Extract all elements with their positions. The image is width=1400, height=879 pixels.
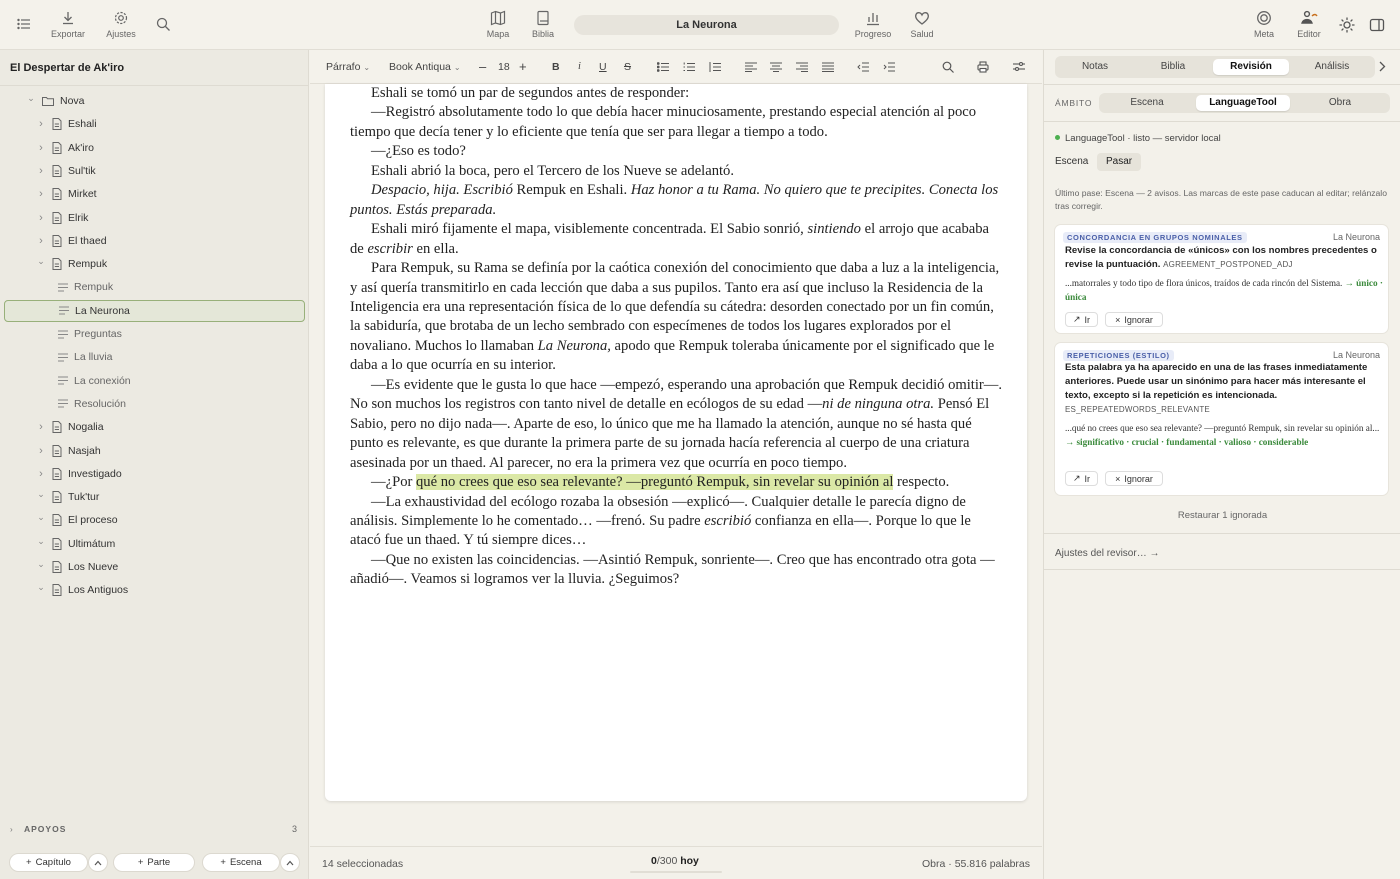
scene-lines-icon bbox=[58, 330, 68, 339]
document-icon bbox=[52, 118, 62, 130]
scene-lines-icon bbox=[58, 399, 68, 408]
text-run: —Es evidente que le gusta lo que hace —empezó, esperando una aprobación que Rempuk decidió omitir—. No son muchos los registros con tanto nivel de detalle en ecólogos de su edad — bbox=[350, 376, 1002, 413]
text-run: Eshali abrió la boca, pero el Tercero de los Nueve se adelantó. bbox=[371, 162, 734, 179]
tree-item-label: Resolución bbox=[74, 397, 126, 410]
tree-item-label: La conexión bbox=[74, 374, 131, 387]
goal-label: Meta bbox=[1253, 29, 1274, 39]
tree-item[interactable] bbox=[36, 253, 107, 275]
italic-run: escribió bbox=[704, 512, 752, 529]
scene-lines-icon bbox=[58, 353, 68, 362]
daily-progress[interactable] bbox=[651, 855, 699, 867]
stamp-icon bbox=[1300, 10, 1318, 26]
go-to-issue-button[interactable] bbox=[1065, 471, 1098, 486]
tree-item[interactable] bbox=[36, 579, 128, 601]
italic-run: La Neurona, bbox=[537, 337, 611, 354]
chevron-right-icon[interactable]: › bbox=[39, 211, 43, 224]
tree-item-label: La lluvia bbox=[74, 351, 113, 364]
chevron-right-icon[interactable]: › bbox=[10, 825, 13, 834]
print-icon[interactable] bbox=[977, 61, 989, 73]
tree-item-label: La Neurona bbox=[75, 304, 130, 317]
italic-icon[interactable]: i bbox=[578, 61, 581, 72]
issue-context bbox=[1065, 421, 1383, 449]
outdent-icon[interactable] bbox=[857, 62, 869, 72]
tree-item[interactable] bbox=[36, 509, 118, 531]
tree-item[interactable] bbox=[36, 416, 104, 438]
align-center-icon[interactable] bbox=[770, 62, 782, 72]
divider bbox=[0, 85, 309, 86]
text-run: —Que no existen las coincidencias. —Asintió Rempuk, sonriente—. Creo que has encontrado otra gota —añadió—. Veamos si logramos ver la lluvia. ¿Seguimos? bbox=[350, 551, 995, 588]
align-right-icon[interactable] bbox=[796, 62, 808, 72]
document-icon bbox=[52, 212, 62, 224]
chevron-right-icon[interactable]: › bbox=[39, 421, 43, 434]
document-icon bbox=[52, 165, 62, 177]
tree-item[interactable] bbox=[36, 556, 118, 578]
arrow-up-right-icon: ↗ bbox=[1072, 473, 1081, 483]
ignore-issue-button[interactable] bbox=[1105, 312, 1163, 327]
paragraph[interactable] bbox=[350, 493, 1002, 551]
ignore-label: Ignorar bbox=[1124, 314, 1153, 325]
numbered-list-icon[interactable] bbox=[683, 62, 695, 72]
gear-icon bbox=[113, 10, 129, 26]
project-title: El Despertar de Ak'iro bbox=[10, 62, 125, 74]
tree-item[interactable] bbox=[58, 323, 122, 345]
issue-suggestions[interactable]: → único · única bbox=[1065, 278, 1383, 302]
issue-card[interactable] bbox=[1055, 343, 1388, 495]
tree-item-label: Sul'tik bbox=[68, 164, 96, 177]
chevron-down-icon: ⌄ bbox=[453, 63, 461, 72]
font-size-decrease-button[interactable]: – bbox=[479, 59, 487, 74]
sidebar-list-icon[interactable] bbox=[16, 16, 32, 32]
find-icon[interactable] bbox=[942, 61, 954, 73]
text-run: —¿Eso es todo? bbox=[371, 143, 466, 160]
document-icon bbox=[52, 421, 62, 433]
go-label: Ir bbox=[1084, 473, 1091, 484]
paragraph[interactable] bbox=[350, 259, 1002, 376]
divider bbox=[1044, 121, 1400, 122]
document-icon bbox=[52, 142, 62, 154]
add-chapter-button[interactable] bbox=[9, 853, 88, 872]
paragraph[interactable] bbox=[350, 220, 1002, 259]
text-run: Eshali miró fijamente el mapa, visiblemente concentrada. El Sabio sonrió, bbox=[371, 221, 808, 238]
tree-item[interactable] bbox=[36, 160, 96, 182]
tree-item-label: Nogalia bbox=[68, 421, 104, 434]
panel-tabs bbox=[1055, 56, 1375, 78]
tree-item-label: Mirket bbox=[68, 188, 97, 201]
tab-analisis[interactable]: Análisis bbox=[1314, 61, 1350, 72]
font-size-value[interactable]: 18 bbox=[498, 61, 510, 73]
last-pass-info: Último pase: Escena — 2 avisos. Las marcas de este pase caducan al editar; relánzalo tras corregir. bbox=[1055, 188, 1387, 211]
export-label: Exportar bbox=[50, 29, 85, 39]
blockquote-icon[interactable] bbox=[709, 62, 721, 72]
plus-icon: + bbox=[137, 857, 144, 868]
format-toolbar bbox=[310, 50, 1042, 84]
document-icon bbox=[52, 561, 62, 573]
chevron-up-icon[interactable] bbox=[280, 853, 300, 872]
paragraph[interactable] bbox=[350, 142, 1002, 161]
issue-rule-id: ES_REPEATEDWORDS_RELEVANTE bbox=[1065, 405, 1210, 414]
scene-lines-icon bbox=[58, 283, 68, 292]
chevron-right-icon[interactable] bbox=[1378, 61, 1386, 72]
scene-lines-icon bbox=[59, 306, 69, 315]
chevron-down-icon[interactable]: ⌄ bbox=[37, 512, 45, 523]
font-value: Book Antiqua bbox=[389, 61, 451, 73]
tree-item[interactable] bbox=[36, 486, 99, 508]
issue-context-text: ...matorrales y todo tipo de flora únicos, traídos de cada rincón del Sistema. bbox=[1065, 278, 1343, 288]
tab-notas[interactable]: Notas bbox=[1081, 61, 1109, 72]
paragraph-style-select[interactable] bbox=[326, 61, 370, 73]
italic-run: Despacio, hija. Escribió bbox=[371, 182, 513, 199]
tree-item-label: Nasjah bbox=[68, 444, 101, 457]
tree-item[interactable] bbox=[36, 463, 122, 485]
text-run: —Registró absolutamente todo lo que debía hacer minuciosamente, prestando especial atención al poco tiempo que decía tener y lo eficiente que tenía que ser para llegar a tiempo a todo. bbox=[350, 104, 977, 140]
export-button[interactable] bbox=[38, 10, 98, 39]
tab-revision[interactable]: Revisión bbox=[1213, 59, 1289, 75]
restore-ignored-button[interactable]: Restaurar 1 ignorada bbox=[1177, 510, 1268, 521]
progress-goal: /300 bbox=[656, 855, 678, 867]
close-icon: × bbox=[1115, 473, 1121, 484]
italic-run: escribir bbox=[367, 240, 413, 257]
apoyos-count: 3 bbox=[292, 824, 298, 834]
sidebar-toggle-icon[interactable] bbox=[1369, 17, 1385, 33]
issue-context bbox=[1065, 276, 1383, 304]
add-part-button[interactable] bbox=[113, 853, 195, 872]
text-run: respecto. bbox=[893, 474, 950, 491]
italic-run: ni de ninguna otra. bbox=[822, 396, 935, 413]
plus-icon: + bbox=[220, 857, 226, 868]
bold-icon[interactable]: B bbox=[552, 61, 560, 73]
tree-item[interactable] bbox=[58, 370, 131, 392]
inspector-panel bbox=[1043, 50, 1400, 879]
status-bar bbox=[310, 846, 1042, 879]
daily-progress-bar bbox=[630, 871, 722, 873]
text-run: Pensó El Sabio, pero no dijo nada—. Aparte de eso, lo único que me ha llamado la atención, aunque no sé hasta qué punto es relevante, es que durante la primera parte de su jornada hacía referencia al cuerpo de una criatura asesinada por un thaed. Al parecer, no era la primera vez que ocurría en poco tiempo. bbox=[350, 396, 990, 471]
book-icon bbox=[535, 10, 551, 26]
paragraph-style-value: Párrafo bbox=[326, 61, 361, 73]
document-icon bbox=[52, 188, 62, 200]
map-label: Mapa bbox=[486, 29, 510, 39]
document-icon bbox=[52, 445, 62, 457]
manuscript-text[interactable] bbox=[350, 84, 1002, 590]
tree-item[interactable] bbox=[36, 137, 94, 159]
chevron-down-icon[interactable]: ⌄ bbox=[37, 582, 45, 593]
underline-icon[interactable]: U bbox=[599, 61, 607, 73]
add-part-label: Parte bbox=[147, 857, 171, 868]
issue-message-text: Esta palabra ya ha aparecido en una de las frases inmediatamente anteriores. Puede usar un sinónimo para hacer más interesante el texto, excepto si la repetición es intencionada. bbox=[1065, 362, 1368, 401]
tree-item-label: Preguntas bbox=[74, 328, 122, 340]
align-left-icon[interactable] bbox=[745, 62, 757, 72]
scope-obra[interactable]: Obra bbox=[1328, 97, 1352, 108]
chevron-right-icon[interactable]: › bbox=[39, 118, 43, 131]
paragraph[interactable] bbox=[350, 84, 1002, 103]
tree-item-label: El thaed bbox=[68, 234, 107, 247]
chevron-right-icon[interactable]: › bbox=[39, 141, 43, 154]
close-icon: × bbox=[1115, 314, 1121, 325]
issue-message bbox=[1065, 244, 1383, 272]
chevron-right-icon[interactable]: › bbox=[39, 467, 43, 480]
tree-item-label: Investigado bbox=[68, 467, 122, 480]
download-icon bbox=[60, 10, 76, 26]
paragraph[interactable] bbox=[350, 551, 1002, 590]
bible-button[interactable] bbox=[513, 10, 573, 39]
tree-item-label: Elrik bbox=[68, 211, 89, 224]
text-run: el arrojo que acababa de bbox=[350, 221, 990, 257]
go-to-issue-button[interactable] bbox=[1065, 312, 1098, 327]
manuscript-page[interactable] bbox=[325, 84, 1027, 801]
divider bbox=[1044, 569, 1400, 570]
health-label: Salud bbox=[910, 29, 934, 39]
progress-count: 0 bbox=[651, 855, 657, 867]
text-run: en ella. bbox=[412, 240, 459, 257]
issue-message-text: Revise la concordancia de «únicos» con los nombres precedentes o revise la puntuación. bbox=[1065, 245, 1377, 270]
document-icon bbox=[52, 235, 62, 247]
text-run: apodo que Rempuk toleraba únicamente por el significado que le daba a lo que ocurría en su interior. bbox=[350, 337, 995, 374]
document-icon bbox=[52, 538, 62, 550]
chevron-down-icon[interactable]: ⌄ bbox=[37, 535, 45, 546]
tree-item-label: Nova bbox=[60, 95, 85, 107]
progress-label: hoy bbox=[677, 855, 699, 867]
tree-item[interactable] bbox=[36, 183, 97, 205]
bullet-list-icon[interactable] bbox=[657, 62, 669, 72]
scene-lines-icon bbox=[58, 376, 68, 385]
document-icon bbox=[52, 468, 62, 480]
tab-biblia[interactable]: Biblia bbox=[1160, 61, 1186, 72]
editor-button[interactable] bbox=[1279, 10, 1339, 39]
chevron-down-icon: ⌄ bbox=[363, 63, 371, 72]
issue-scene: La Neurona bbox=[1332, 232, 1380, 242]
heart-icon bbox=[914, 10, 930, 26]
issue-category: REPETICIONES (ESTILO) bbox=[1063, 350, 1174, 361]
checker-settings-link[interactable]: Ajustes del revisor… → bbox=[1055, 548, 1160, 559]
chevron-right-icon[interactable]: › bbox=[39, 188, 43, 201]
issue-context-text: ...qué no crees que eso sea relevante? —preguntó Rempuk, sin revelar su opinión al... bbox=[1065, 423, 1380, 433]
selection-count: 14 seleccionadas bbox=[322, 858, 404, 870]
tree-item[interactable] bbox=[36, 533, 115, 555]
italic-run: Haz honor a tu Rama. No quiero que te precipites. Conecta los puntos. Estás preparada. bbox=[350, 182, 999, 218]
chevron-right-icon[interactable]: › bbox=[39, 164, 43, 177]
settings-label: Ajustes bbox=[106, 29, 136, 39]
text-run: —¿Por bbox=[371, 474, 416, 491]
tree-item-label: Eshali bbox=[68, 118, 97, 131]
total-words: Obra · 55.816 palabras bbox=[922, 858, 1030, 870]
status-dot-icon bbox=[1055, 135, 1060, 140]
paragraph[interactable] bbox=[350, 473, 1002, 492]
highlighted-selection[interactable]: qué no crees que eso sea relevante? —preguntó Rempuk, sin revelar su opinión al bbox=[416, 474, 894, 491]
tree-item-label: Tuk'tur bbox=[68, 491, 100, 504]
add-chapter-label: Capítulo bbox=[35, 857, 71, 868]
tree-item-label: Ak'iro bbox=[68, 141, 94, 154]
chevron-down-icon[interactable]: ⌄ bbox=[37, 489, 45, 500]
tree-item[interactable] bbox=[36, 207, 88, 229]
add-scene-label: Escena bbox=[229, 857, 262, 868]
document-icon bbox=[52, 584, 62, 596]
folder-icon bbox=[42, 96, 54, 106]
tree-item-label: Los Nueve bbox=[68, 561, 119, 573]
tree-item-label: Rempuk bbox=[74, 281, 114, 294]
tree-item[interactable] bbox=[4, 300, 305, 322]
document-icon bbox=[52, 258, 62, 270]
strikethrough-icon[interactable]: S bbox=[624, 61, 632, 73]
divider bbox=[1044, 533, 1400, 534]
scope-label: ÁMBITO bbox=[1055, 98, 1093, 108]
search-icon[interactable] bbox=[156, 17, 171, 32]
issue-scene: La Neurona bbox=[1332, 350, 1380, 360]
chevron-down-icon[interactable]: ⌄ bbox=[37, 559, 45, 569]
chevron-down-icon[interactable]: ⌄ bbox=[37, 256, 45, 267]
plus-icon: + bbox=[26, 857, 32, 868]
document-icon bbox=[52, 514, 62, 526]
tree-item[interactable] bbox=[58, 393, 126, 415]
bible-label: Biblia bbox=[531, 29, 554, 39]
progress-label: Progreso bbox=[854, 29, 892, 39]
paragraph[interactable] bbox=[350, 181, 1002, 220]
tree-item-label: Los Antiguos bbox=[68, 584, 129, 597]
tree-item[interactable] bbox=[36, 113, 97, 135]
map-icon bbox=[490, 10, 506, 26]
bar-chart-icon bbox=[865, 10, 881, 26]
text-run: Rempuk en Eshali. bbox=[512, 182, 631, 199]
run-pass-button[interactable]: Pasar bbox=[1097, 153, 1141, 171]
chevron-up-icon[interactable] bbox=[88, 853, 108, 872]
tree-item-label: Ultimátum bbox=[68, 537, 116, 550]
chevron-right-icon[interactable]: › bbox=[39, 444, 43, 457]
binder-sidebar bbox=[0, 50, 309, 879]
indent-icon[interactable] bbox=[883, 62, 895, 72]
apoyos-section-label[interactable]: APOYOS bbox=[24, 824, 67, 834]
paragraph[interactable] bbox=[350, 376, 1002, 473]
health-button[interactable] bbox=[892, 10, 952, 39]
scene-scope-button[interactable]: Escena bbox=[1055, 156, 1089, 167]
ignore-issue-button[interactable] bbox=[1105, 471, 1163, 486]
checker-status: LanguageTool · listo — servidor local bbox=[1065, 133, 1221, 144]
issue-suggestions[interactable]: → significativo · crucial · fundamental · valioso · considerable bbox=[1065, 437, 1309, 447]
text-run: confianza en ella—. Porque lo que le atacó fue un thaed. Y tú siempre dices… bbox=[350, 512, 971, 549]
text-run: Para Rempuk, su Rama se definía por la caótica conexión del conocimiento que daba a luz a la inteligencia, y así quería transmitirlo en cada lección que daba a sus pupilos. Tanto era así que incluso la Residencia de la Inteligencia era una representación física de lo que defendía su cátedra: desorden conectado por un fin común, la sabiduría, que brotaba de un lecho sembrado con especímenes de todos los lugares explorados por el novaliano. Muchos lo llamaban bbox=[350, 260, 1000, 354]
paragraph[interactable] bbox=[350, 103, 1002, 142]
top-toolbar bbox=[0, 0, 1400, 50]
sliders-icon[interactable] bbox=[1013, 61, 1025, 73]
text-run: —La exhaustividad del ecólogo rozaba la obsesión —explicó—. Cualquier detalle le parecía digno de análisis. Simplemente lo he comentado… —frenó. Su padre bbox=[350, 493, 966, 529]
arrow-up-right-icon: ↗ bbox=[1072, 314, 1081, 324]
issue-card[interactable] bbox=[1055, 225, 1388, 333]
issue-category: CONCORDANCIA EN GRUPOS NOMINALES bbox=[1063, 232, 1247, 243]
sun-icon[interactable] bbox=[1339, 17, 1355, 33]
document-icon bbox=[52, 491, 62, 503]
font-size-increase-button[interactable]: + bbox=[519, 59, 527, 74]
tree-item[interactable] bbox=[26, 90, 85, 112]
font-select[interactable] bbox=[389, 61, 461, 73]
add-scene-button[interactable] bbox=[202, 853, 280, 872]
chevron-down-icon[interactable]: ⌄ bbox=[27, 93, 35, 103]
settings-button[interactable] bbox=[91, 10, 151, 39]
issue-rule-id: AGREEMENT_POSTPONED_ADJ bbox=[1163, 260, 1293, 269]
tree-item-label: El proceso bbox=[68, 514, 118, 527]
divider bbox=[1044, 84, 1400, 85]
target-icon bbox=[1256, 10, 1272, 26]
ignore-label: Ignorar bbox=[1124, 473, 1153, 484]
scope-escena[interactable]: Escena bbox=[1130, 97, 1164, 108]
tree-item[interactable] bbox=[36, 440, 101, 462]
tree-item[interactable] bbox=[58, 276, 113, 298]
document-title[interactable]: La Neurona bbox=[574, 15, 839, 35]
tree-item[interactable] bbox=[36, 230, 107, 252]
scope-selector bbox=[1099, 93, 1390, 113]
tree-item[interactable] bbox=[58, 346, 113, 368]
paragraph[interactable] bbox=[350, 162, 1002, 181]
scope-languagetool[interactable]: LanguageTool bbox=[1196, 95, 1290, 111]
editor-label: Editor bbox=[1297, 29, 1321, 39]
go-label: Ir bbox=[1084, 314, 1091, 325]
issue-message bbox=[1065, 361, 1383, 417]
align-justify-icon[interactable] bbox=[822, 62, 834, 72]
italic-run: sintiendo bbox=[807, 221, 861, 238]
text-run: Eshali se tomó un par de segundos antes de responder: bbox=[371, 85, 690, 101]
tree-item-label: Rempuk bbox=[68, 258, 108, 271]
chevron-right-icon[interactable]: › bbox=[39, 234, 43, 247]
